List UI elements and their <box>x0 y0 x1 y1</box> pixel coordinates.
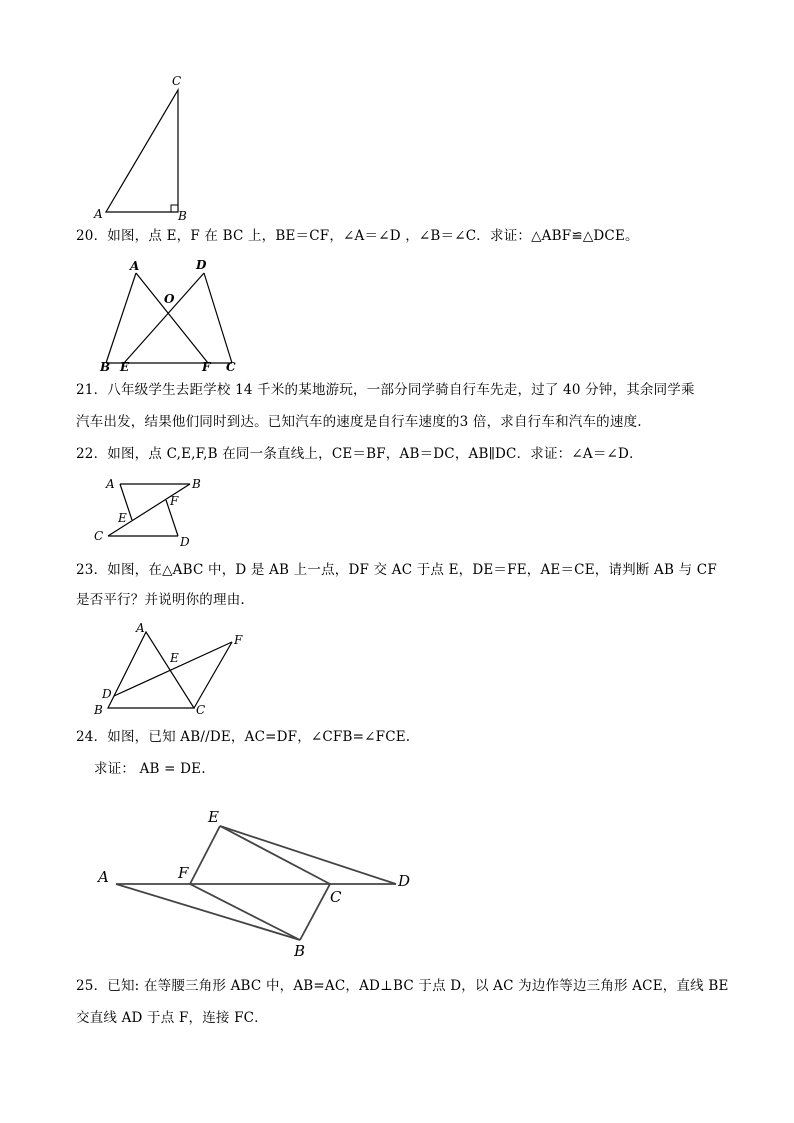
label-c: C <box>94 529 104 543</box>
label-b: B <box>100 360 111 374</box>
label-e: E <box>170 651 179 665</box>
question-23-line2: 是否平行？并说明你的理由. <box>76 592 245 608</box>
label-f: F <box>178 864 189 882</box>
label-d: D <box>398 872 411 890</box>
question-21-line2: 汽车出发，结果他们同时到达。已知汽车的速度是自行车速度的3 倍，求自行车和汽车的速度. <box>76 414 642 430</box>
question-24-figure <box>94 806 424 960</box>
label-f: F <box>234 633 243 647</box>
segment-dc <box>204 273 232 363</box>
label-f: F <box>202 360 211 374</box>
label-b: B <box>94 703 103 717</box>
segment-ef <box>190 826 220 884</box>
question-20-text: 20．如图，点 E，F 在 BC 上，BE＝CF，∠A＝∠D ，∠B＝∠C．求证：△ABF≌△DCE。 <box>76 228 639 244</box>
segment-ec <box>220 826 330 884</box>
label-a: A <box>98 868 109 886</box>
triangle-abc-outline <box>108 632 194 708</box>
question-25-line2: 交直线 AD 于点 F，连接 FC． <box>76 1010 268 1026</box>
question-25-line1: 25．已知: 在等腰三角形 ABC 中，AB=AC，AD⊥BC 于点 D，以 AC 为边作等边三角形 ACE，直线 BE <box>76 978 729 994</box>
label-c: C <box>172 74 182 88</box>
question-23-line1: 23．如图，在△ABC 中，D 是 AB 上一点，DF 交 AC 于点 E，DE＝FE，AE＝CE，请判断 AB 与 CF <box>76 562 717 578</box>
label-e: E <box>120 360 130 374</box>
label-c: C <box>330 888 342 906</box>
segment-af <box>136 273 208 363</box>
question-23-figure <box>90 620 250 720</box>
question-24-line2: 求证： AB = DE. <box>94 761 206 777</box>
question-24-line1: 24．如图，已知 AB//DE，AC=DF，∠CFB=∠FCE. <box>76 729 411 745</box>
question-22-figure <box>90 474 200 550</box>
label-a: A <box>136 621 145 635</box>
question-22-text: 22．如图，点 C,E,F,B 在同一条直线上，CE＝BF，AB＝DC，AB∥DC．求证：∠A＝∠D． <box>76 446 643 462</box>
label-a: A <box>130 259 140 273</box>
label-d: D <box>196 258 207 272</box>
question-21-line1: 21．八年级学生去距学校 14 千米的某地游玩，一部分同学骑自行车先走，过了 40 分钟，其余同学乘 <box>76 382 695 398</box>
label-c: C <box>226 360 236 374</box>
segment-de <box>124 273 204 363</box>
label-a: A <box>94 207 103 221</box>
right-triangle-figure <box>90 72 200 224</box>
label-b: B <box>178 209 187 223</box>
label-c: C <box>196 703 206 717</box>
segment-ed <box>220 826 396 884</box>
right-angle-marker <box>171 205 178 212</box>
segment-cb <box>108 484 190 536</box>
segment-ab <box>106 273 136 363</box>
label-b: B <box>192 477 201 491</box>
label-d: D <box>180 535 190 549</box>
label-f: F <box>170 494 179 508</box>
label-d: D <box>102 687 112 701</box>
label-e: E <box>208 808 219 826</box>
segment-cb <box>300 884 330 940</box>
label-b: B <box>294 942 306 960</box>
segment-cf <box>194 642 232 708</box>
label-o: O <box>164 292 175 306</box>
label-e: E <box>118 511 127 525</box>
label-a: A <box>106 477 115 491</box>
question-20-figure <box>96 256 246 376</box>
triangle-abc-outline <box>106 90 178 212</box>
